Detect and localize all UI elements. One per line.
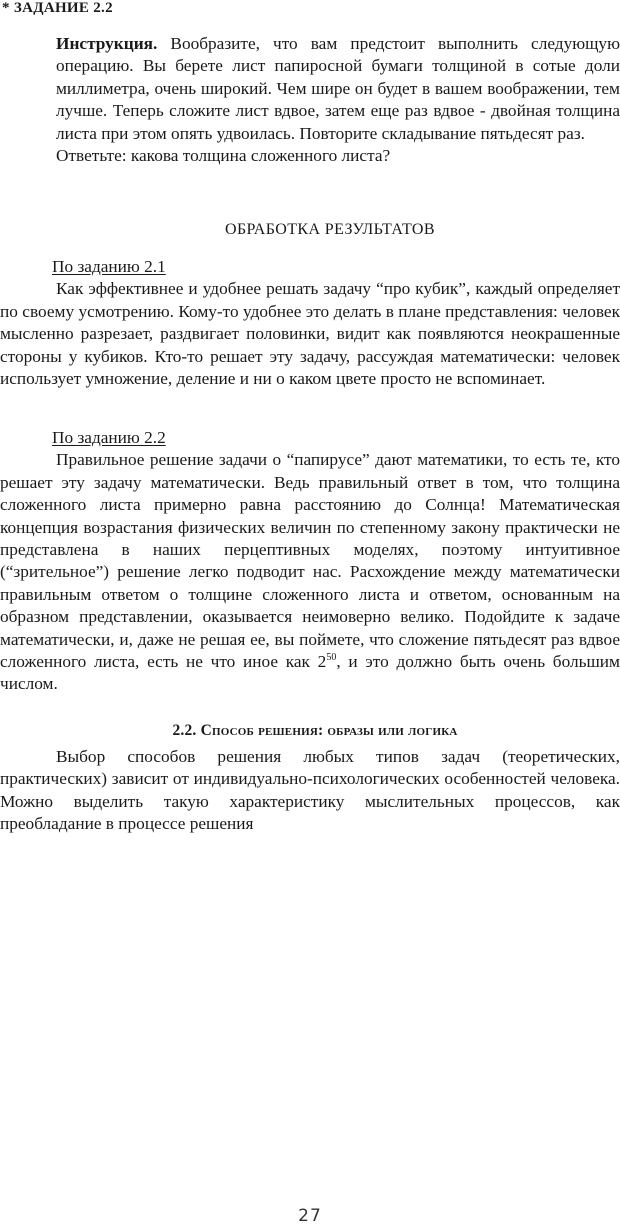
task-header: * ЗАДАНИЕ 2.2 xyxy=(2,0,113,16)
task21-paragraph: Как эффективнее и удобнее решать задачу “про кубик”, каждый определяет по своему усмотрению. Кому-то удобнее это делать в плане представления: человек мысленно разрезает, раздвигает половинки, видит как появляются неокрашенные стороны у кубиков. Кто-то решает эту задачу, рассуждая математически: человек использует умножение, деление и ни о каком цвете просто не вспоминает. xyxy=(0,279,620,389)
instruction-lead: Инструкция. xyxy=(56,34,158,53)
instruction-paragraph xyxy=(56,33,620,145)
task21-heading: По заданию 2.1 xyxy=(52,257,166,276)
task21-block xyxy=(0,256,620,390)
task22-block xyxy=(0,427,620,696)
instruction-block xyxy=(56,33,620,167)
section-heading xyxy=(0,722,620,740)
section2-paragraph: Выбор способов решения любых типов задач (теоретических, практических) зависит от индивидуально-психологических особенностей человека. Можно выделить такую характеристику мыслительных процессов, как преобладание в процессе решения xyxy=(0,747,620,834)
task22-paragraph-main: Правильное решение задачи о “папирусе” дают математики, то есть те, кто решает эту задачу математически. Ведь правильный ответ в том, что толщина сложенного листа примерно равна расстоянию до Солнца! Математическая концепция возрастания физических величин по степенному закону практически не представлена в наших перцептивных моделях, поэтому интуитивное (“зрительное”) решение легко подводит нас. Расхождение между математически правильным ответом о толщине сложенного листа и ответом, основанным на образном представлении, оказывается неимоверно велико. Подойдите к задаче математически, и, даже не решая ее, вы поймете, что сложение пятьдесят раз вдвое сложенного листа, есть не что иное как 2 xyxy=(0,450,620,672)
section2-block xyxy=(0,746,620,836)
task22-exponent: 50 xyxy=(326,652,337,664)
section-number: 2.2. xyxy=(172,722,197,739)
results-title: ОБРАБОТКА РЕЗУЛЬТАТОВ xyxy=(225,221,435,238)
instruction-question: Ответьте: какова толщина сложенного листа? xyxy=(56,146,391,166)
section-title: Способ решения: образы или логика xyxy=(200,722,458,739)
task22-paragraph-end: , и это должно быть очень большим числом. xyxy=(0,652,620,694)
task22-paragraph xyxy=(0,449,620,695)
task22-heading: По заданию 2.2 xyxy=(52,428,166,447)
instruction-body: Вообразите, что вам предстоит выполнить следующую операцию. Вы берете лист папиросной бумаги толщиной в сотые доли миллиметра, очень широкий. Чем шире он будет в вашем воображении, тем лучше. Теперь сложите лист вдвое, затем еще раз вдвое - двойная толщина листа при этом опять удвоилась. Повторите складывание пятьдесят раз. xyxy=(56,34,620,143)
page-number: 27 xyxy=(298,1206,322,1226)
